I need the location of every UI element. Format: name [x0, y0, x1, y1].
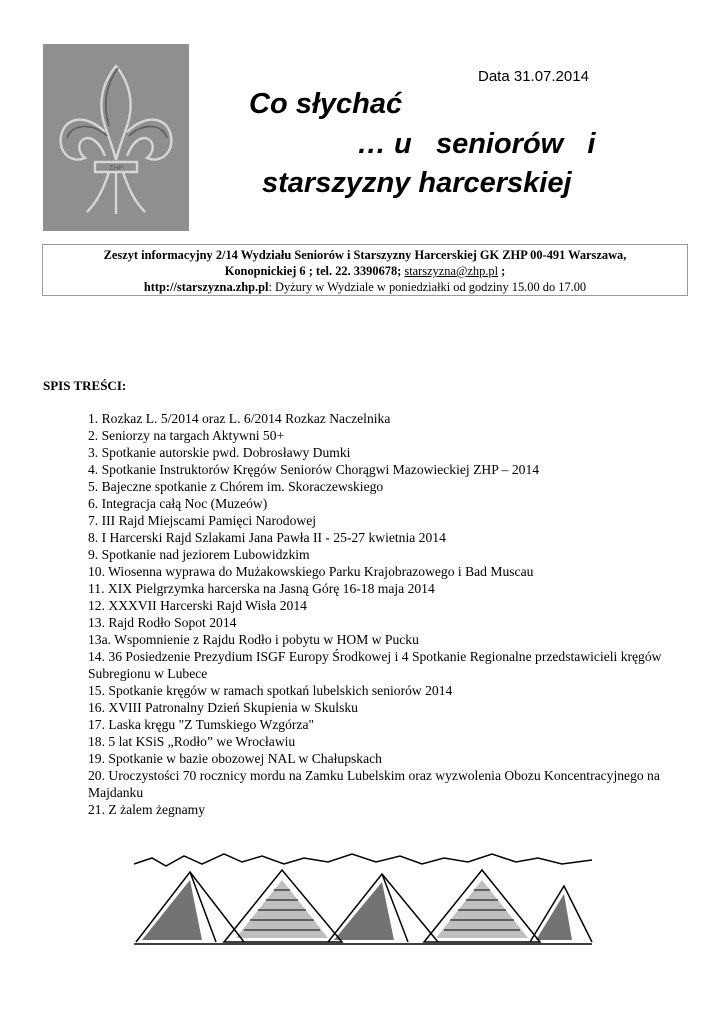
toc-item: 20. Uroczystości 70 rocznicy mordu na Zamku Lubelskim oraz wyzwolenia Obozu Koncentracyjnego na Majdanku: [88, 768, 660, 800]
issue-date: Data 31.07.2014: [478, 68, 589, 85]
camp-tents-illustration: [132, 850, 594, 948]
address-phone: Konopnickiej 6 ; tel. 22. 3390678;: [224, 264, 405, 278]
toc-item: 7. III Rajd Miejscami Pamięci Narodowej: [88, 513, 317, 528]
toc-item: 16. XVIII Patronalny Dzień Skupienia w Skulsku: [88, 700, 358, 715]
toc-item: 10. Wiosenna wyprawa do Mużakowskiego Parku Krajobrazowego i Bad Muscau: [88, 564, 534, 579]
toc-item: 6. Integracja całą Noc (Muzeów): [88, 496, 268, 511]
tents-icon: [132, 850, 594, 948]
duty-hours: : Dyżury w Wydziale w poniedziałki od godziny 15.00 do 17.00: [268, 280, 587, 294]
title-line-2: … u seniorów i: [357, 128, 596, 160]
info-line-2: [43, 263, 687, 279]
table-of-contents: [88, 410, 688, 818]
toc-item: 1. Rozkaz L. 5/2014 oraz L. 6/2014 Rozkaz Naczelnika: [88, 411, 391, 426]
toc-item: 5. Bajeczne spotkanie z Chórem im. Skoraczewskiego: [88, 479, 384, 494]
toc-item: 14. 36 Posiedzenie Prezydium ISGF Europy Środkowej i 4 Spotkanie Regionalne przedstawicieli kręgów Subregionu w Lubece: [88, 649, 662, 681]
fleur-de-lis-icon: [43, 44, 189, 231]
toc-item: 4. Spotkanie Instruktorów Kręgów Seniorów Chorągwi Mazowieckiej ZHP – 2014: [88, 462, 540, 477]
info-line-1: Zeszyt informacyjny 2/14 Wydziału Seniorów i Starszyzny Harcerskiej GK ZHP 00-491 Warszawa,: [103, 248, 627, 262]
toc-item: 12. XXXVII Harcerski Rajd Wisła 2014: [88, 598, 307, 613]
toc-item: 11. XIX Pielgrzymka harcerska na Jasną Górę 16-18 maja 2014: [88, 581, 435, 596]
toc-item: 19. Spotkanie w bazie obozowej NAL w Chałupskach: [88, 751, 382, 766]
title-line-1: Co słychać: [249, 88, 403, 120]
toc-heading: SPIS TREŚCI:: [43, 378, 127, 393]
toc-item: 15. Spotkanie kręgów w ramach spotkań lubelskich seniorów 2014: [88, 683, 453, 698]
toc-item: 8. I Harcerski Rajd Szlakami Jana Pawła II - 25-27 kwietnia 2014: [88, 530, 446, 545]
toc-item: 9. Spotkanie nad jeziorem Lubowidzkim: [88, 547, 310, 562]
toc-item: 13a. Wspomnienie z Rajdu Rodło i pobytu w HOM w Pucku: [88, 632, 419, 647]
toc-item: 13. Rajd Rodło Sopot 2014: [88, 615, 237, 630]
title-line-3: starszyzny harcerskiej: [262, 167, 572, 199]
website-link[interactable]: http://starszyzna.zhp.pl: [143, 280, 269, 294]
toc-item: 3. Spotkanie autorskie pwd. Dobrosławy Dumki: [88, 445, 351, 460]
toc-item: 17. Laska kręgu "Z Tumskiego Wzgórza": [88, 717, 315, 732]
scout-lily-logo: [43, 44, 189, 231]
toc-item: 18. 5 lat KSiS „Rodło” we Wrocławiu: [88, 734, 296, 749]
info-box: [42, 244, 688, 296]
toc-item: 21. Z żalem żegnamy: [88, 802, 206, 817]
info-line-2-suffix: ;: [498, 264, 506, 278]
email-link[interactable]: starszyzna@zhp.pl: [404, 264, 499, 278]
info-line-3: [43, 279, 687, 295]
toc-item: 2. Seniorzy na targach Aktywni 50+: [88, 428, 285, 443]
svg-text:ZHP: ZHP: [109, 165, 123, 172]
